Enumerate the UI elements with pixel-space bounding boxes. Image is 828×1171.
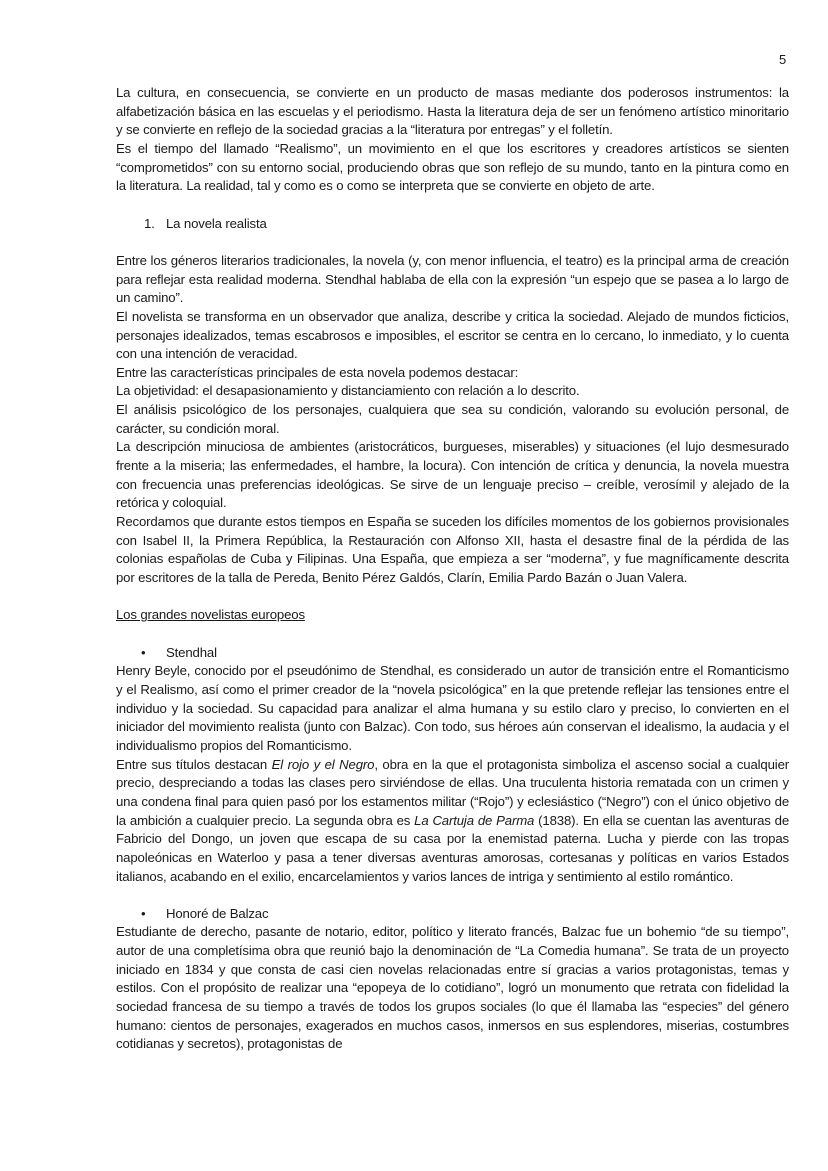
list-number: 1. bbox=[144, 215, 155, 231]
bullet-icon: • bbox=[141, 905, 146, 921]
paragraph: Es el tiempo del llamado “Realismo”, un movimiento en el que los escritores y creadores artísticos se sienten “comprometidos” con su entorno social, produciendo obras que son reflejo de su mundo, tanto en la pintura como en la literatura. La realidad, tal y como es o como se interpreta que se convierte en objeto de arte. bbox=[116, 140, 789, 194]
book-title: El rojo y el Negro bbox=[271, 756, 375, 772]
paragraph bbox=[116, 756, 789, 887]
section-title: Los grandes novelistas europeos bbox=[116, 607, 305, 623]
bullet-balzac bbox=[116, 905, 789, 924]
paragraph: El análisis psicológico de los personajes, cualquiera que sea su condición, valorando su evolución personal, de carácter, su condición moral. bbox=[116, 402, 789, 436]
document-body bbox=[116, 84, 789, 1054]
page-number: 5 bbox=[779, 52, 787, 67]
heading-text: La novela realista bbox=[166, 215, 267, 231]
bullet-icon: • bbox=[141, 644, 146, 660]
paragraph: Estudiante de derecho, pasante de notario, editor, político y literato francés, Balzac fue un bohemio “de su tiempo”, autor de una completísima obra que reunió bajo la denominación de “La Comedia humana”. Se trata de un proyecto iniciado en 1834 y que consta de casi cien novelas relacionadas entre sí gracias a varios protagonistas, temas y estilos. Con el propósito de realizar una “epopeya de lo cotidiano”, logró un monumento que retrata con fidelidad la sociedad francesa de su tiempo a través de todos los grupos sociales (lo que él llamaba las “especies” del género humano: cientos de personajes, exagerados en muchos casos, inmersos en sus esplendores, miserias, costumbres cotidianas y secretos), protagonistas de bbox=[116, 924, 789, 1052]
paragraph: Entre los géneros literarios tradicionales, la novela (y, con menor influencia, el teatro) es la principal arma de creación para reflejar esta realidad moderna. Stendhal hablaba de ella con la expresión “un espejo que se pasea a lo largo de un camino”. bbox=[116, 252, 789, 306]
text-span: (1838). En ella se cuentan las aventuras de Fabricio del Dongo, un joven que escapa de su casa por la enemistad paterna. Lucha y pierde con las tropas napoleónicas en Waterloo y pasa a tener diversas aventuras amorosas, cortesanas y políticas en varios Estados italianos, acabando en el exilio, encarcelamientos y varios lances de intriga y sentimiento al estilo romántico. bbox=[116, 812, 790, 884]
paragraph: Entre las características principales de esta novela podemos destacar: bbox=[116, 364, 519, 380]
text-span: , obra en la que el protagonista simboliza el ascenso social a cualquier precio, despreciando a todas las clases pero sirviéndose de ellas. Una truculenta historia rematada con un crimen y una condena final para quien pasó por los estamentos militar (“Rojo”) y eclesiástico (“Negro”) con el único objetivo de la ambición a cualquier precio. La segunda obra es bbox=[116, 756, 789, 828]
text-span: Entre sus títulos destacan bbox=[116, 756, 272, 772]
heading-novela-realista bbox=[116, 215, 789, 234]
paragraph: La descripción minuciosa de ambientes (aristocráticos, burgueses, miserables) y situaciones (el lujo desmesurado frente a la miseria; las enfermedades, el hambre, la locura). Con intención de crítica y denuncia, la novela muestra con frecuencia unas preferencias ideológicas. Se sirve de un lenguaje preciso – creíble, verosímil y alejado de la retórica y coloquial. bbox=[116, 439, 789, 511]
author-name: Stendhal bbox=[166, 644, 217, 660]
bullet-stendhal bbox=[116, 644, 789, 663]
paragraph: La cultura, en consecuencia, se convierte en un producto de masas mediante dos poderosos instrumentos: la alfabetización básica en las escuelas y el periodismo. Hasta la literatura deja de ser un fenómeno artístico minoritario y se convierte en reflejo de la sociedad gracias a la “literatura por entregas” y el folletín. bbox=[116, 85, 789, 138]
paragraph: El novelista se transforma en un observador que analiza, describe y critica la sociedad. Alejado de mundos ficticios, personajes idealizados, temas escabrosos e imposibles, el escritor se centra en lo cercano, lo inmediato, y lo cuenta con una intención de veracidad. bbox=[116, 308, 789, 362]
paragraph: La objetividad: el desapasionamiento y distanciamiento con relación a lo descrito. bbox=[116, 383, 580, 399]
book-title: La Cartuja de Parma bbox=[414, 812, 535, 828]
author-name: Honoré de Balzac bbox=[166, 905, 269, 921]
paragraph: Henry Beyle, conocido por el pseudónimo de Stendhal, es considerado un autor de transición entre el Romanticismo y el Realismo, así como el primer creador de la “novela psicológica” en la que pretende reflejar las tensiones entre el individuo y la sociedad. Su capacidad para analizar el alma humana y su estilo claro y preciso, lo convierten en el iniciador del movimiento realista (junto con Balzac). Con todo, sus héroes aún conservan el idealismo, la audacia y el individualismo propios del Romanticismo. bbox=[116, 663, 789, 753]
paragraph: Recordamos que durante estos tiempos en España se suceden los difíciles momentos de los gobiernos provisionales con Isabel II, la Primera República, la Restauración con Alfonso XII, hasta el desastre final de la pérdida de las colonias españolas de Cuba y Filipinas. Una España, que empieza a ser “moderna”, y fue magníficamente descrita por escritores de la talla de Pereda, Benito Pérez Galdós, Clarín, Emilia Pardo Bazán o Juan Valera. bbox=[116, 514, 789, 586]
